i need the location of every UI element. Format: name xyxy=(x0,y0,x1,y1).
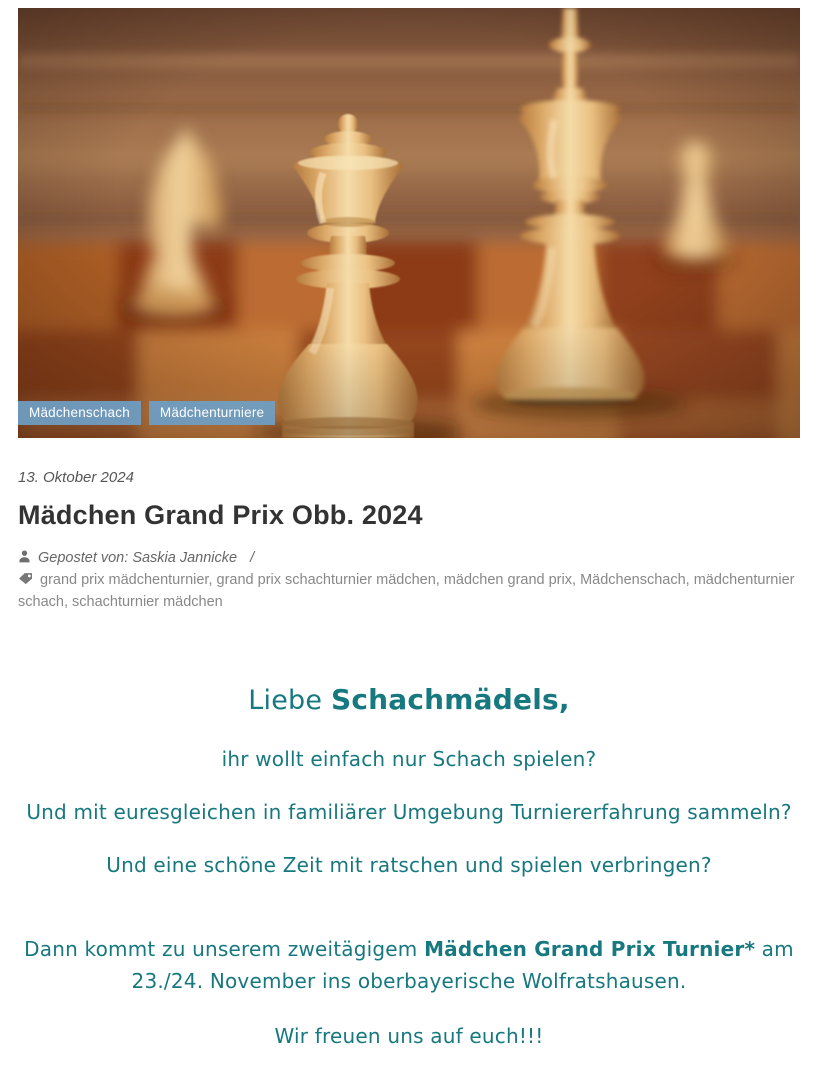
question-2: Und mit euresgleichen in familiärer Umgebung Turniererfahrung sammeln? xyxy=(26,800,792,824)
post-meta xyxy=(18,548,800,613)
post-title: Mädchen Grand Prix Obb. 2024 xyxy=(18,500,423,530)
tags-row xyxy=(18,570,800,613)
question-1: ihr wollt einfach nur Schach spielen? xyxy=(221,747,597,771)
tag-link[interactable]: mädchenturnier schach xyxy=(18,572,795,610)
post-header xyxy=(18,469,800,613)
invitation-line xyxy=(23,933,795,998)
chess-photo xyxy=(18,8,800,438)
article-body xyxy=(18,683,800,1070)
post-date: 13. Oktober 2024 xyxy=(18,469,134,486)
hero-badge[interactable]: Mädchenturniere xyxy=(149,401,275,426)
invite-start: Dann kommt zu unserem zweitägigem xyxy=(24,937,425,961)
tag-link[interactable]: mädchen grand prix xyxy=(443,572,572,588)
invite-end: am 23./24. November ins oberbayerische Wolfratshausen. xyxy=(131,937,794,994)
greeting-lead: Liebe xyxy=(248,685,331,716)
author-label: Gepostet von: xyxy=(38,550,133,566)
tag-link[interactable]: grand prix mädchenturnier xyxy=(40,572,209,588)
tag-icon xyxy=(18,571,33,592)
greeting-line xyxy=(18,683,800,716)
hero-badges xyxy=(18,401,275,426)
tags-list: grand prix mädchenturnier, grand prix schachturnier mädchen, mädchen grand prix, Mädchenschach, mädchenturnier schach, schachturnier mädchen xyxy=(18,572,795,610)
closing-line: Wir freuen uns auf euch!!! xyxy=(274,1023,544,1048)
greeting-emphasis: Schachmädels, xyxy=(330,683,570,716)
hero-image xyxy=(18,8,800,438)
person-icon xyxy=(18,549,31,570)
meta-separator: / xyxy=(250,550,255,566)
vignette-overlay xyxy=(18,8,800,438)
invite-emphasis: Mädchen Grand Prix Turnier* xyxy=(424,937,756,961)
tag-link[interactable]: Mädchenschach xyxy=(580,572,686,588)
tag-link[interactable]: schachturnier mädchen xyxy=(72,594,223,610)
author-link[interactable]: Saskia Jannicke xyxy=(132,550,238,566)
author-row xyxy=(18,548,800,570)
question-3: Und eine schöne Zeit mit ratschen und spielen verbringen? xyxy=(106,853,712,877)
tag-link[interactable]: grand prix schachturnier mädchen xyxy=(216,572,436,588)
hero-badge[interactable]: Mädchenschach xyxy=(18,401,141,426)
